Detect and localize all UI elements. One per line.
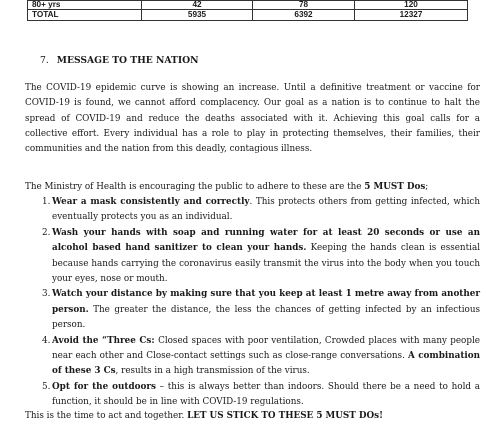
- table-cell: 78: [253, 1, 355, 10]
- item-bold: Wash your hands with soap and running water for at least 20 seconds or use an alcohol based hand sanitizer to clean your hands.: [52, 227, 480, 254]
- item-bold: Watch your distance by making sure that you keep at least 1 metre away from another person.: [52, 289, 480, 315]
- item-text: The greater the distance, the less the chances of getting infected by an infectious person.: [52, 304, 480, 331]
- list-item: [25, 287, 480, 333]
- item-number: 5.: [42, 381, 51, 392]
- item-bold: Avoid the “Three Cs:: [52, 335, 159, 346]
- table-row-total: [28, 10, 468, 21]
- ministry-end: ;: [425, 182, 429, 192]
- item-number: 1.: [42, 197, 51, 207]
- closing-bold: LET US STICK TO THESE 5 MUST DOs!: [187, 411, 383, 421]
- table-cell: 120: [355, 1, 468, 10]
- intro-paragraph: The COVID-19 epidemic curve is showing an increase. Until a definitive treatment or vaccine for COVID-19 is found, we cannot afford complacency. Our goal as a nation is to continue to halt the spread of COVID-19 and reduce the deaths associated with it. Achieving this goal calls for a collective effort. Every individual has a role to play in protecting themselves, their families, their communities and the nation from this deadly, contagious illness.: [25, 83, 480, 155]
- item-bold: Wear a mask consistently and correctly: [52, 197, 250, 207]
- item-bold: Opt for the outdoors: [52, 381, 156, 392]
- list-item: [25, 380, 480, 411]
- closing-line: [25, 409, 383, 424]
- item-number: 3.: [42, 289, 51, 300]
- row-label: TOTAL: [28, 10, 142, 21]
- ministry-bold: 5 MUST Dos: [364, 182, 426, 192]
- row-label: 80+ yrs: [28, 1, 142, 10]
- ministry-text: The Ministry of Health is encouraging the public to adhere to these are the: [25, 182, 365, 192]
- must-dos-list: [25, 195, 480, 411]
- table-cell: 42: [142, 1, 253, 10]
- section-title: MESSAGE TO THE NATION: [56, 55, 199, 66]
- item-text: – this is always better than indoors. Should there be a need to hold a function, it should be in line with COVID-19 regulations.: [52, 381, 480, 408]
- item-text: Closed spaces with poor ventilation, Crowded places with many people near each other and Close-contact settings such as close-range conversations.: [52, 335, 481, 362]
- item-bold-2: A combination of these 3 Cs: [52, 351, 480, 377]
- table-cell: 5935: [142, 10, 253, 21]
- list-item: [25, 195, 480, 226]
- section-heading: [40, 55, 199, 66]
- ministry-line: [25, 180, 480, 195]
- list-item: [25, 226, 480, 288]
- item-number: 2.: [42, 227, 51, 238]
- closing-text: This is the time to act and together.: [25, 411, 188, 421]
- item-text-2: , results in a high transmission of the virus.: [115, 366, 310, 377]
- item-number: 4.: [42, 335, 51, 346]
- item-text: Keeping the hands clean is essential because hands carrying the coronavirus easily transmit the virus into the body when you touch your eyes, nose or mouth.: [52, 243, 481, 285]
- item-text: . This protects others from getting infected, which eventually protects you as an individual.: [52, 197, 480, 223]
- table-cell: 6392: [253, 10, 355, 21]
- data-table: [27, 0, 468, 21]
- list-item: [25, 334, 480, 380]
- table-row: [28, 1, 468, 10]
- section-number: 7.: [40, 55, 49, 66]
- table-cell: 12327: [355, 10, 468, 21]
